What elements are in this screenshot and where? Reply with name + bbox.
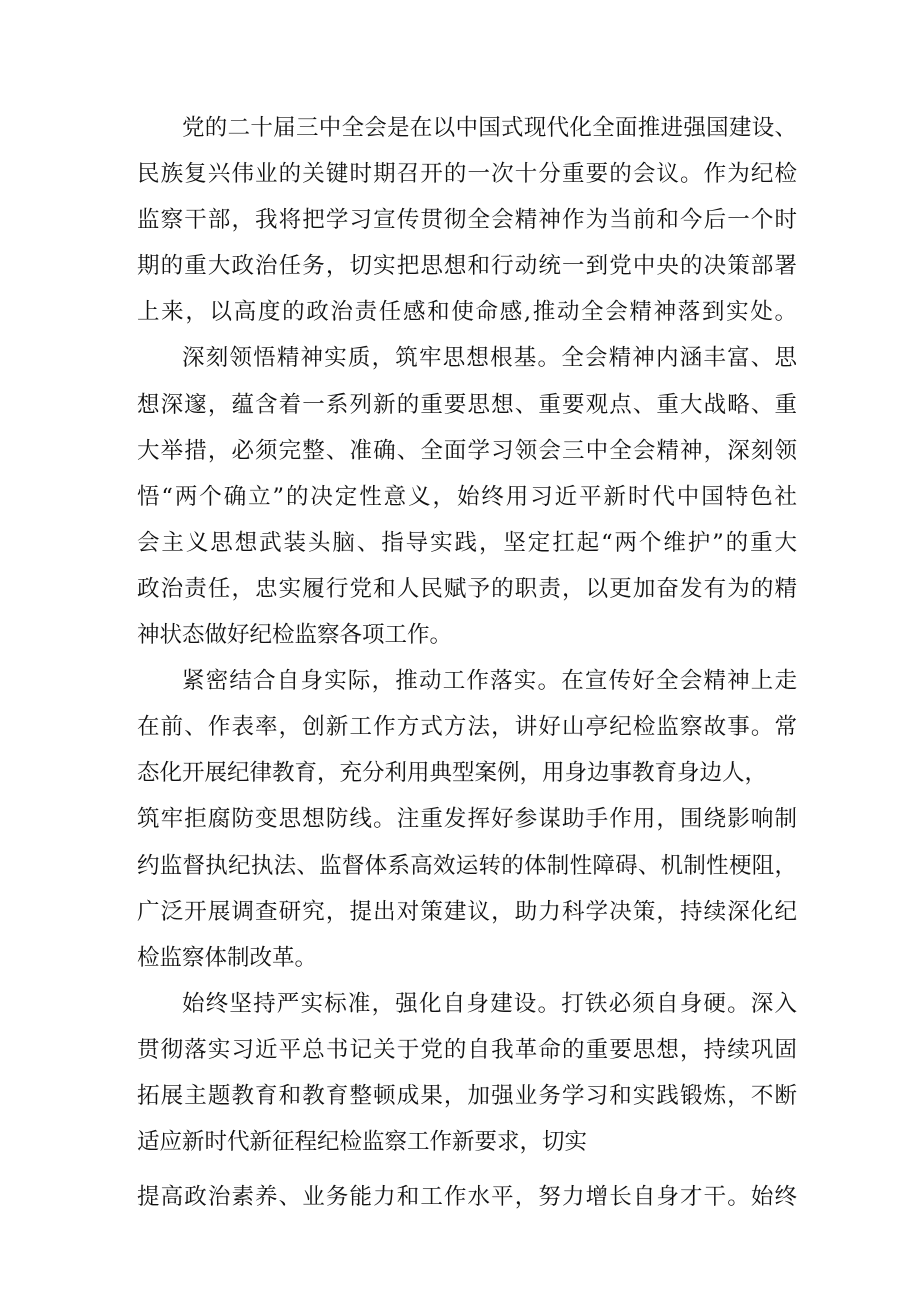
text-line: 约监督执纪执法、监督体系高效运转的体制性障碍、机制性梗阻， <box>137 852 797 879</box>
paragraph-1 <box>137 105 797 335</box>
text-line: 上来，以高度的政治责任感和使命感,推动全会精神落到实处。 <box>137 299 797 326</box>
text-line: 会主义思想武装头脑、指导实践，坚定扛起“两个维护”的重大 <box>137 529 797 556</box>
paragraph-3 <box>137 658 797 981</box>
paragraph-5 <box>137 1174 797 1220</box>
text-line: 党的二十届三中全会是在以中国式现代化全面推进强国建设、 <box>182 115 797 141</box>
text-line: 检监察体制改革。 <box>137 944 318 971</box>
text-line: 紧密结合自身实际，推动工作落实。在宣传好全会精神上走 <box>182 668 797 695</box>
text-line: 民族复兴伟业的关键时期召开的一次十分重要的会议。作为纪检 <box>137 161 797 188</box>
text-line: 始终坚持严实标准，强化自身建设。打铁必须自身硬。深入 <box>182 990 797 1017</box>
paragraph-4 <box>137 981 797 1165</box>
text-line: 悟“两个确立”的决定性意义，始终用习近平新时代中国特色社 <box>137 483 797 510</box>
paragraph-2 <box>137 335 797 658</box>
document-body <box>137 105 797 1220</box>
text-line: 在前、作表率，创新工作方式方法，讲好山亭纪检监察故事。常 <box>137 714 797 741</box>
text-line: 政治责任，忠实履行党和人民赋予的职责，以更加奋发有为的精 <box>137 575 797 602</box>
text-line: 提高政治素养、业务能力和工作水平，努力增长自身才干。始终 <box>137 1184 797 1211</box>
text-line: 适应新时代新征程纪检监察工作新要求，切实 <box>137 1129 588 1156</box>
text-line: 想深邃，蕴含着一系列新的重要思想、重要观点、重大战略、重 <box>137 391 797 418</box>
text-line: 贯彻落实习近平总书记关于党的自我革命的重要思想，持续巩固 <box>137 1036 797 1063</box>
text-line: 深刻领悟精神实质，筑牢思想根基。全会精神内涵丰富、思 <box>182 345 797 372</box>
text-line: 大举措，必须完整、准确、全面学习领会三中全会精神，深刻领 <box>137 437 797 464</box>
text-line: 期的重大政治任务，切实把思想和行动统一到党中央的决策部署 <box>137 253 797 280</box>
text-line: 筑牢拒腐防变思想防线。注重发挥好参谋助手作用，围绕影响制 <box>137 806 797 833</box>
text-line: 监察干部，我将把学习宣传贯彻全会精神作为当前和今后一个时 <box>137 207 797 234</box>
text-line: 神状态做好纪检监察各项工作。 <box>137 622 453 649</box>
text-line: 态化开展纪律教育，充分利用典型案例，用身边事教育身边人， <box>137 760 768 787</box>
text-line: 拓展主题教育和教育整顿成果，加强业务学习和实践锻炼，不断 <box>137 1082 797 1109</box>
text-line: 广泛开展调查研究，提出对策建议，助力科学决策，持续深化纪 <box>137 898 797 925</box>
